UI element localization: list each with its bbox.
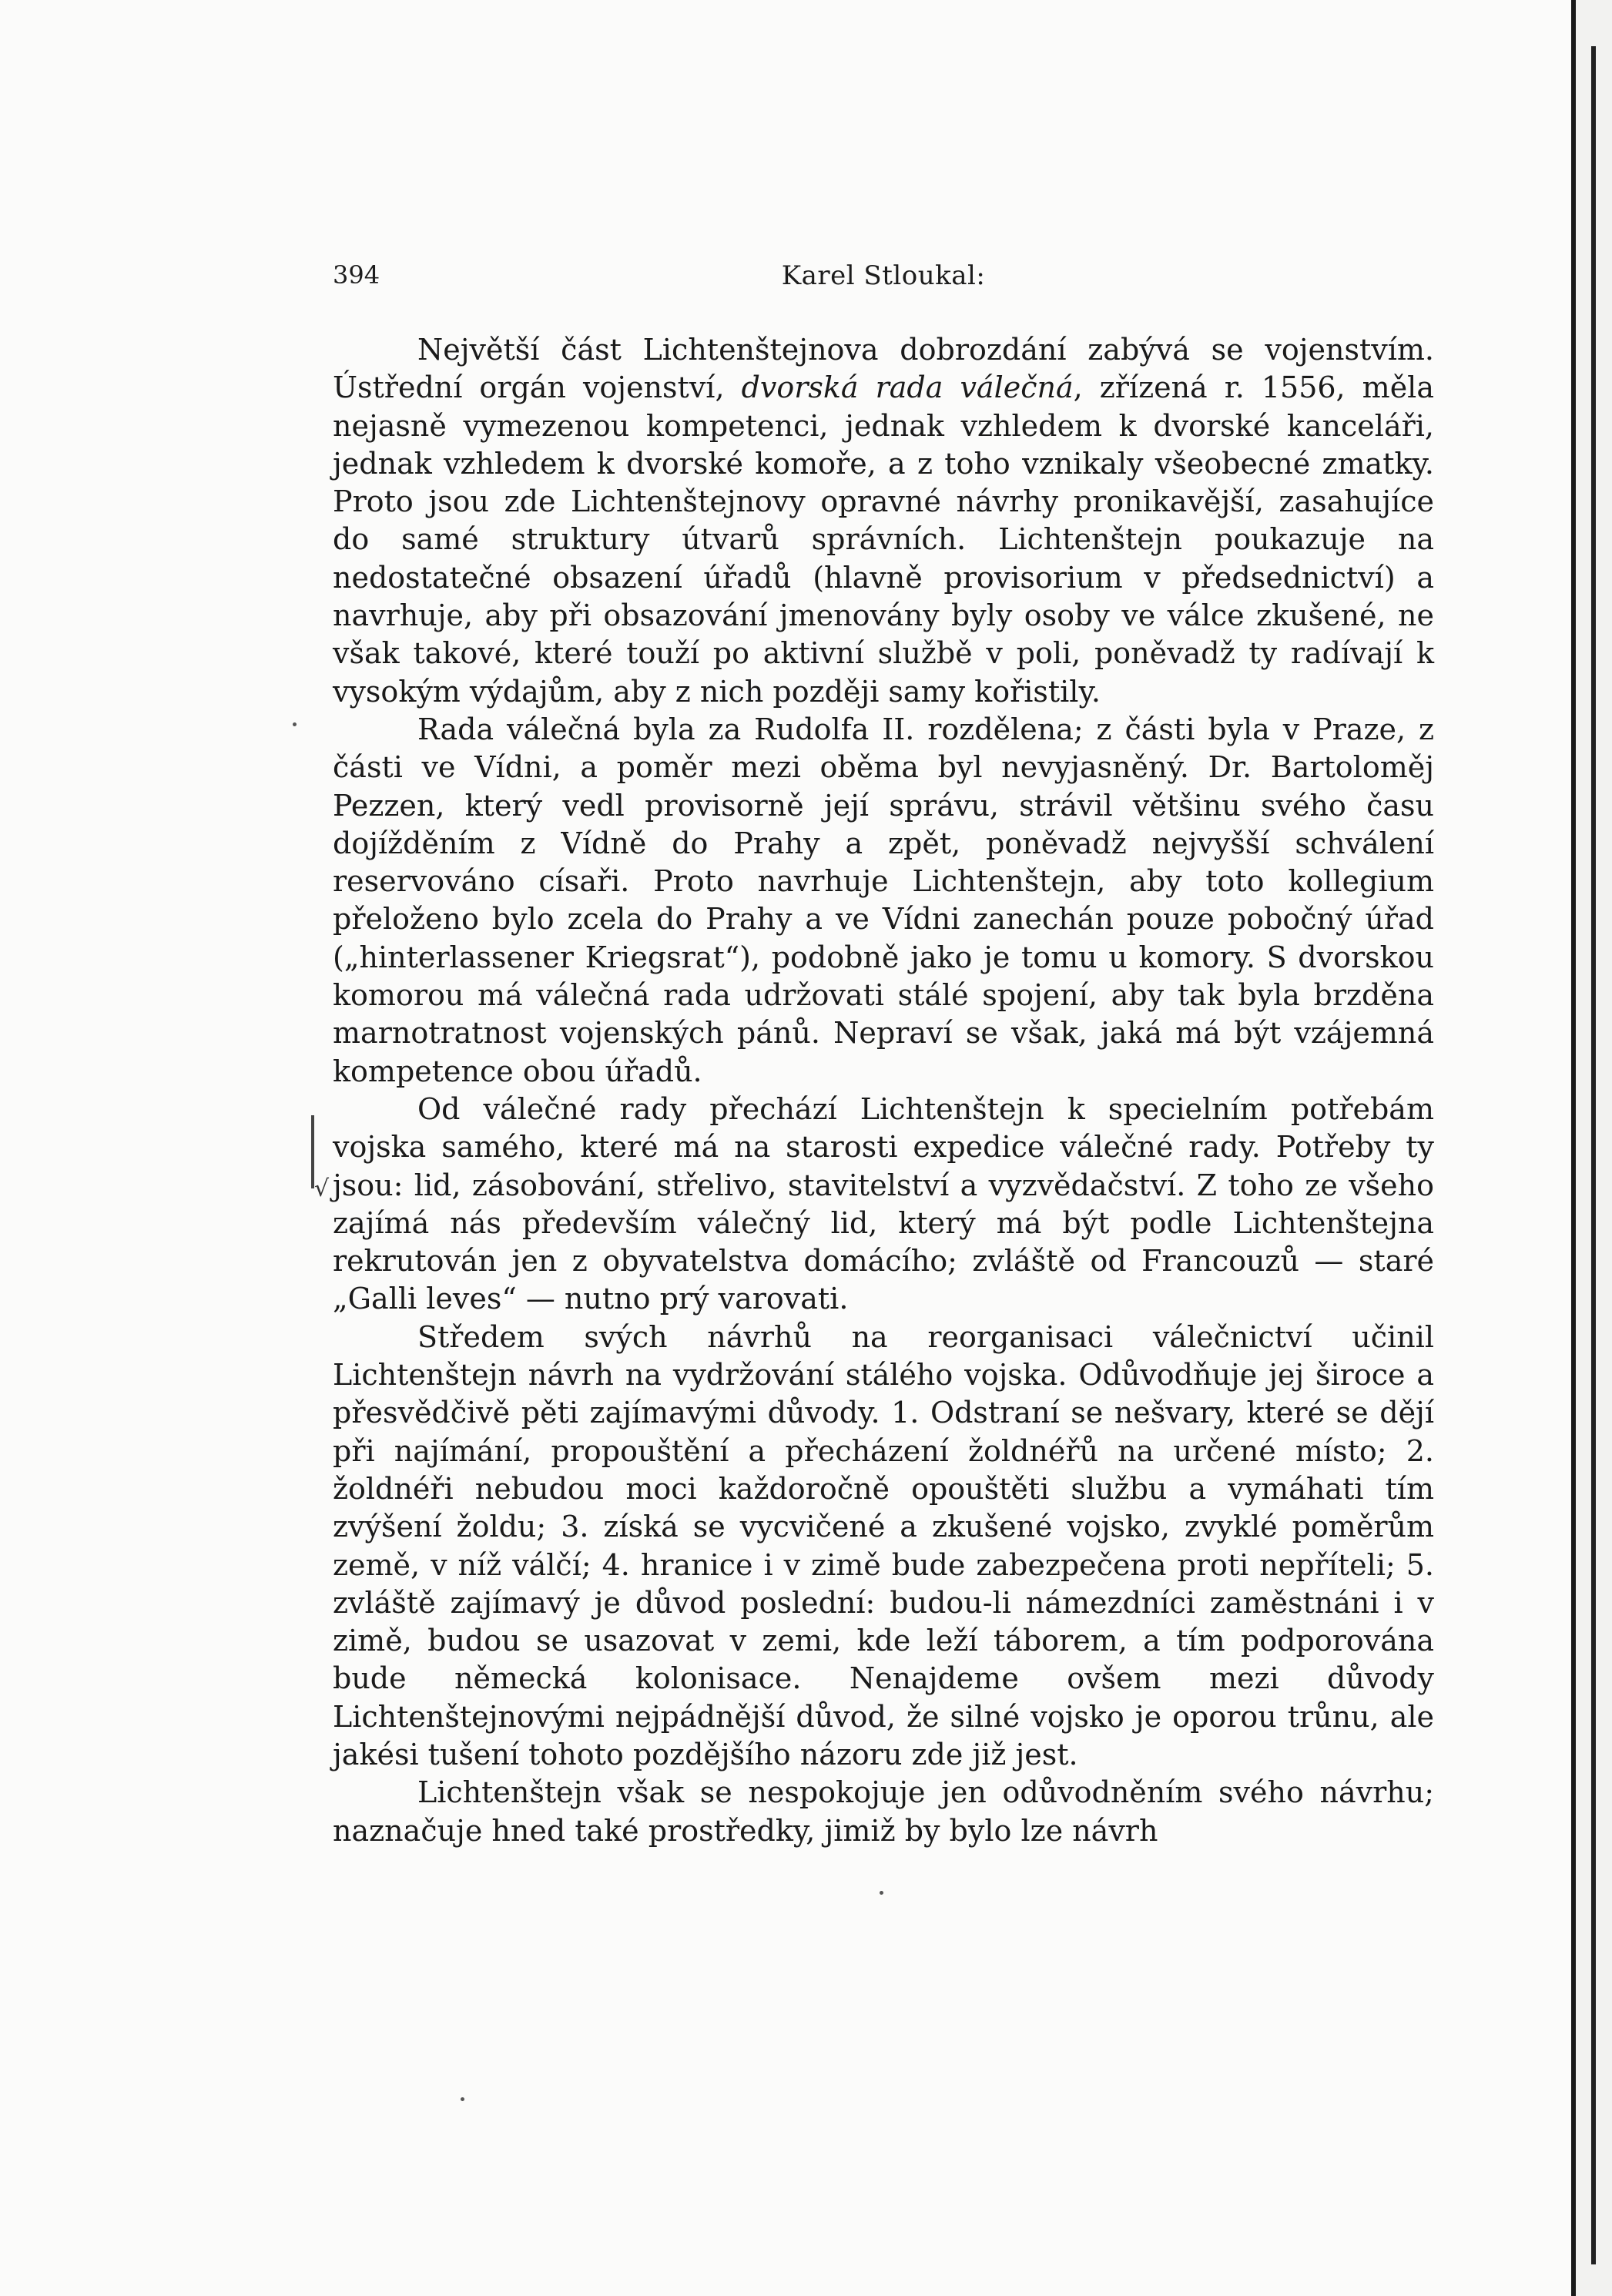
page-number: 394	[333, 260, 380, 290]
paragraph-1-rest: , zřízená r. 1556, měla nejasně vymezenou kompetenci, jednak vzhledem k dvorské kanceláři, jednak vzhledem k dvorské komoře, a z toho vznikaly všeobecné zmatky. Proto jsou zde Lichtenštejnovy opravné návrhy pronikavější, zasahujíce do samé struktury útvarů správních. Lichtenštejn poukazuje na nedostatečné obsazení úřadů (hlavně provisorium v předsednictví) a navrhuje, aby při obsazování jmenovány byly osoby ve válce zkušené, ne však takové, které touží po aktivní službě v poli, poněvadž ty radívají k vysokým výdajům, aby z nich později samy kořistily.	[333, 370, 1434, 709]
page-edge-line	[1591, 46, 1596, 2264]
margin-check-mark: √	[314, 1175, 330, 1202]
paragraph-1-start: Největší část Lichtenštejnova dobrozdání zabývá se vojenstvím. Ústřední orgán vojenství,	[333, 333, 1434, 405]
page-speck	[461, 2097, 464, 2101]
paragraph-3: Od válečné rady přechází Lichtenštejn k specielním potřebám vojska samého, které má na starosti expedice válečné rady. Potřeby ty jsou: lid, zásobování, střelivo, stavitelství a vyzvědačství. Z toho ze všeho zajímá nás především válečný lid, který má být podle Lichtenštejna rekrutován jen z obyvatelstva domácího; zvláště od Francouzů — staré „Galli leves“ — nutno prý varovati.	[333, 1091, 1434, 1316]
page-speck	[293, 722, 297, 726]
paragraph-1-italic-term: dvorská rada válečná	[741, 370, 1074, 405]
running-head: Karel Stloukal:	[781, 260, 986, 291]
paragraph-4: Středem svých návrhů na reorganisaci válečnictví učinil Lichtenštejn návrh na vydržování stálého vojska. Odůvodňuje jej široce a přesvědčivě pěti zajímavými důvody. 1. Odstraní se nešvary, které se dějí při najímání, propouštění a přecházení žoldnéřů na určené místo; 2. žoldnéři nebudou moci každoročně opouštěti službu a vymáhati tím zvýšení žoldu; 3. získá se vycvičené a zkušené vojsko, zvyklé poměrům země, v níž válčí; 4. hranice i v zimě bude zabezpečena proti nepříteli; 5. zvláště zajímavý je důvod poslední: budou-li námezdníci zaměstnáni i v zimě, budou se usazovat v zemi, kde leží táborem, a tím podporována bude německá kolonisace. Nenajdeme ovšem mezi důvody Lichtenštejnovými nejpádnější důvod, že silné vojsko je oporou trůnu, ale jakési tušení tohoto pozdějšího názoru zde již jest.	[333, 1319, 1434, 1771]
page-edge	[1571, 0, 1612, 2296]
body-text	[333, 331, 1434, 1850]
paragraph-2: Rada válečná byla za Rudolfa II. rozdělena; z části byla v Praze, z části ve Vídni, a poměr mezi oběma byl nevyjasněný. Dr. Bartoloměj Pezzen, který vedl provisorně její správu, strávil většinu svého času dojížděním z Vídně do Prahy a zpět, poněvadž nejvyšší schválení reservováno císaři. Proto navrhuje Lichtenštejn, aby toto kollegium přeloženo bylo zcela do Prahy a ve Vídni zanechán pouze pobočný úřad („hinterlassener Kriegsrat“), podobně jako je tomu u komory. S dvorskou komorou má válečná rada udržovati stálé spojení, aby tak byla brzděna marnotratnost vojenských pánů. Nepraví se však, jaká má být vzájemná kompetence obou úřadů.	[333, 712, 1434, 1088]
paragraph-1	[333, 331, 1434, 711]
page-speck	[880, 1891, 883, 1895]
paragraph-5: Lichtenštejn však se nespokojuje jen odůvodněním svého návrhu; naznačuje hned také prostředky, jimiž by bylo lze návrh	[333, 1775, 1434, 1848]
page-header	[333, 260, 1434, 299]
